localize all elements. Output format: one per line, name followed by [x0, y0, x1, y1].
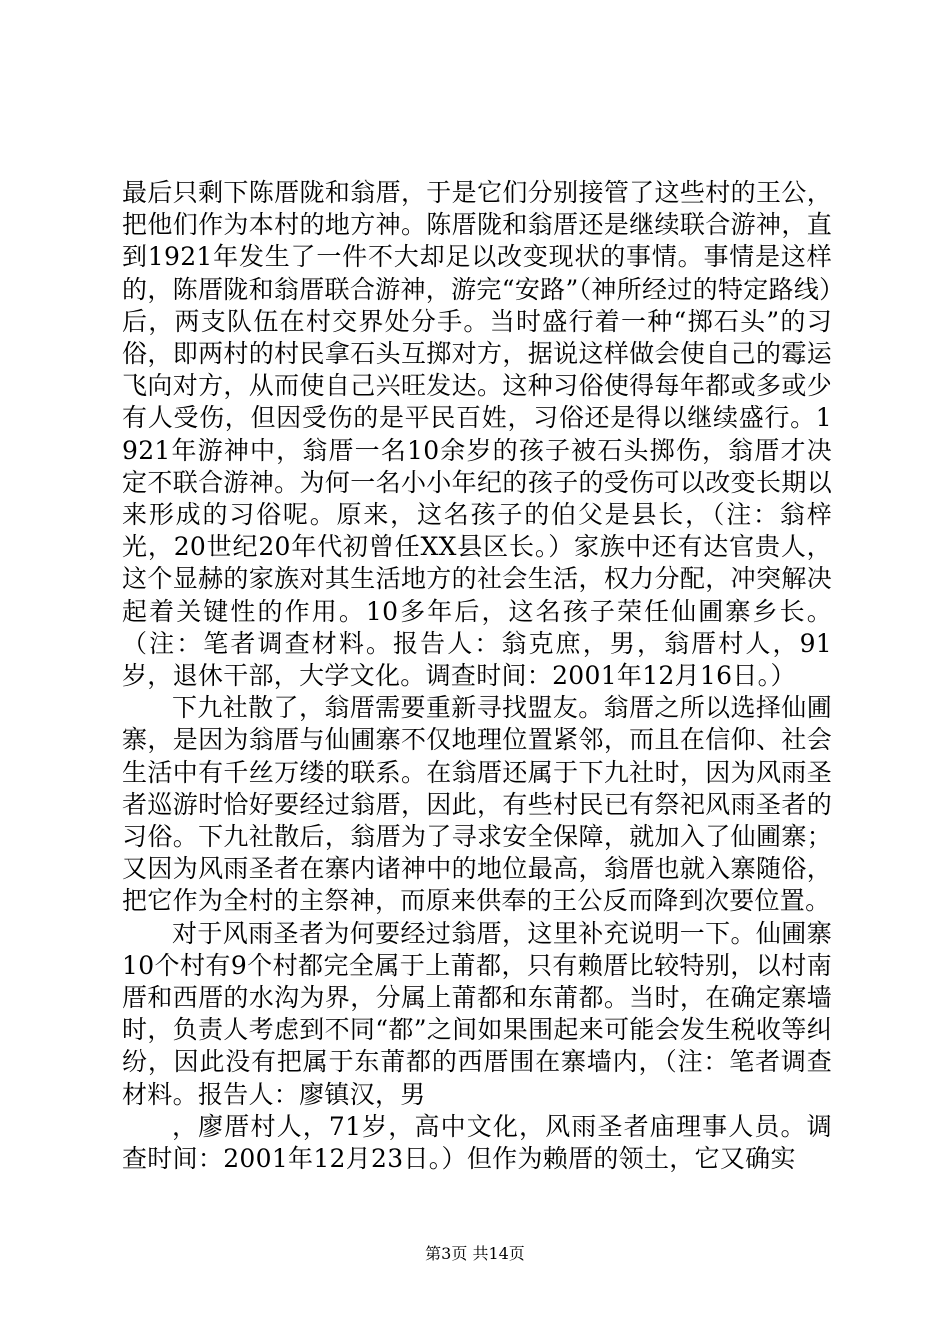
- paragraph-3: 对于风雨圣者为何要经过翁厝，这里补充说明一下。仙圃寨10个村有9个村都完全属于上莆都，只有赖厝比较特别，以村南厝和西厝的水沟为界，分属上莆都和东莆都。当时，在确定寨墙时，负责人考虑到不同“都”之间如果围起来可能会发生税收等纠纷，因此没有把属于东莆都的西厝围在寨墙内，（注：笔者调查材料。报告人：廖镇汉，男: [122, 918, 832, 1109]
- paragraph-4: ，廖厝村人，71岁，高中文化，风雨圣者庙理事人员。调查时间：2001年12月23日。）但作为赖厝的领土，它又确实: [122, 1111, 832, 1174]
- paragraph-1: 最后只剩下陈厝陇和翁厝，于是它们分别接管了这些村的王公，把他们作为本村的地方神。陈厝陇和翁厝还是继续联合游神，直到1921年发生了一件不大却足以改变现状的事情。事情是这样的，陈厝陇和翁厝联合游神，游完“安路”（神所经过的特定路线）后，两支队伍在村交界处分手。当时盛行着一种“掷石头”的习俗，即两村的村民拿石头互掷对方，据说这样做会使自己的霉运飞向对方，从而使自己兴旺发达。这种习俗使得每年都或多或少有人受伤，但因受伤的是平民百姓，习俗还是得以继续盛行。1921年游神中，翁厝一名10余岁的孩子被石头掷伤，翁厝才决定不联合游神。为何一名小小年纪的孩子的受伤可以改变长期以来形成的习俗呢。原来，这名孩子的伯父是县长，（注：翁梓光，20世纪20年代初曾任XX县区长。）家族中还有达官贵人，这个显赫的家族对其生活地方的社会生活，权力分配，冲突解决起着关键性的作用。10多年后，这名孩子荣任仙圃寨乡长。（注：笔者调查材料。报告人：翁克庶，男，翁厝村人，91岁，退休干部，大学文化。调查时间：2001年12月16日。）: [122, 178, 832, 691]
- paragraph-2: 下九社散了，翁厝需要重新寻找盟友。翁厝之所以选择仙圃寨，是因为翁厝与仙圃寨不仅地理位置紧邻，而且在信仰、社会生活中有千丝万缕的联系。在翁厝还属于下九社时，因为风雨圣者巡游时恰好要经过翁厝，因此，有些村民已有祭祀风雨圣者的习俗。下九社散后，翁厝为了寻求安全保障，就加入了仙圃寨；又因为风雨圣者在寨内诸神中的地位最高，翁厝也就入寨随俗，把它作为全村的主祭神，而原来供奉的王公反而降到次要位置。: [122, 693, 832, 916]
- body-text: [122, 177, 832, 1175]
- page-footer: 第3页 共14页: [425, 1244, 525, 1263]
